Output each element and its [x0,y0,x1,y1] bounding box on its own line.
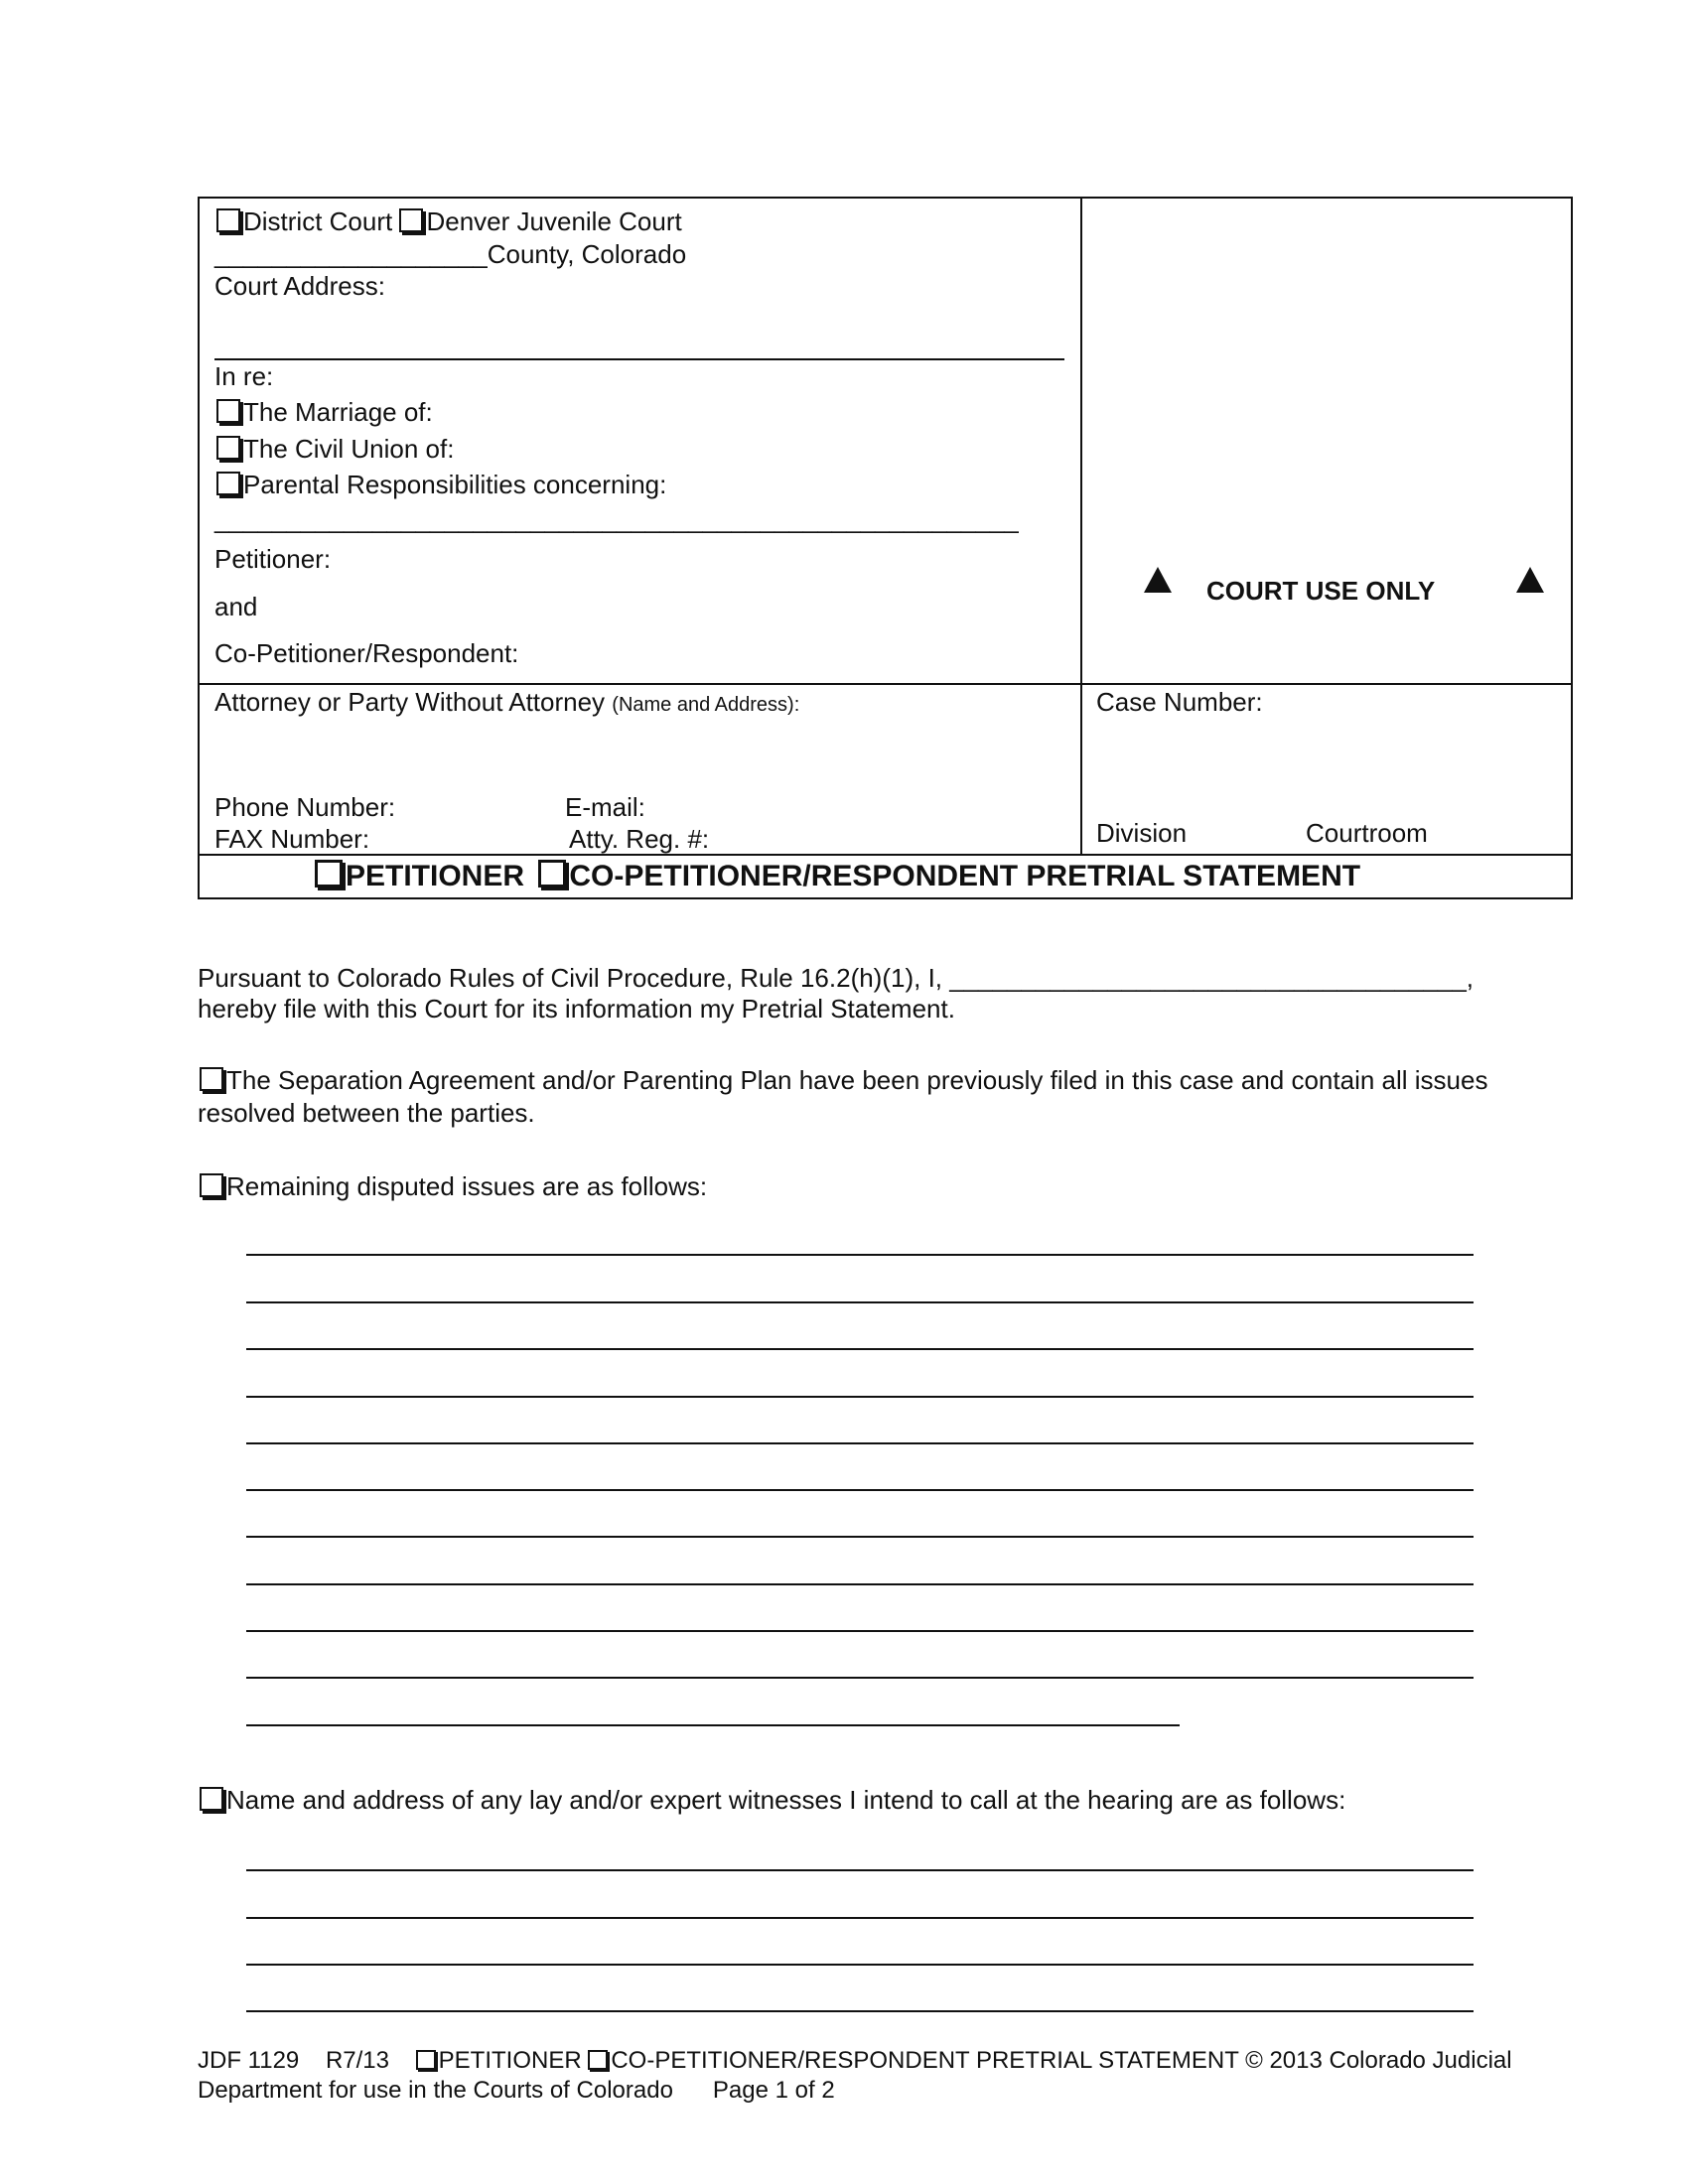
separation-line-2: resolved between the parties. [198,1098,535,1128]
courtroom-label: Courtroom [1306,818,1428,848]
district-court-checkbox[interactable] [216,208,240,232]
disputed-issue-line[interactable] [246,1489,1474,1491]
in-re-label: In re: [214,361,274,391]
marriage-label: The Marriage of: [243,397,433,427]
caption-box [198,197,1573,899]
witness-line[interactable] [246,2010,1474,2012]
court-use-only-label: COURT USE ONLY [1206,576,1436,606]
parental-responsibilities-checkbox[interactable] [216,472,240,495]
intro-line-2: hereby file with this Court for its information my Pretrial Statement. [198,994,955,1024]
intro-line-1: Pursuant to Colorado Rules of Civil Procedure, Rule 16.2(h)(1), I, ____________________________________, [198,963,1475,993]
title-petitioner-label: PETITIONER [346,860,525,892]
separation-agreement-checkbox[interactable] [200,1067,223,1091]
separation-line-1: The Separation Agreement and/or Parenting Plan have been previously filed in this case and contain all issues [226,1065,1488,1095]
court-address-line[interactable] [214,358,1064,360]
disputed-issues-option [200,1171,707,1201]
denver-juvenile-court-label: Denver Juvenile Court [426,206,682,236]
footer-line-2: Department for use in the Courts of Colorado Page 1 of 2 [198,2077,835,2104]
footer-petitioner-label: PETITIONER [438,2047,589,2074]
attorney-label [214,687,799,720]
attorney-label-main: Attorney or Party Without Attorney [214,687,606,717]
disputed-issue-line[interactable] [246,1536,1474,1538]
phone-number-label: Phone Number: [214,792,396,822]
caption-divider [1080,197,1082,854]
witness-line[interactable] [246,1964,1474,1966]
disputed-issue-line[interactable] [246,1254,1474,1256]
email-label: E-mail: [565,792,645,822]
up-arrow-icon-right [1516,567,1544,593]
caption-row-divider [198,683,1571,685]
parental-responsibilities-label: Parental Responsibilities concerning: [243,470,667,499]
document-title [315,860,1360,893]
witness-line[interactable] [246,1869,1474,1871]
parties-line[interactable]: ________________________________________________________ [214,504,1019,534]
title-co-petitioner-checkbox[interactable] [538,860,566,887]
petitioner-label: Petitioner: [214,544,332,574]
marriage-checkbox[interactable] [216,399,240,423]
court-address-label: Court Address: [214,271,385,301]
division-label: Division [1096,818,1188,848]
disputed-issues-label: Remaining disputed issues are as follows: [226,1171,708,1201]
county-line[interactable]: ___________________County, Colorado [214,239,687,269]
civil-union-label: The Civil Union of: [243,434,455,464]
marriage-option [216,397,433,427]
footer-title-label: CO-PETITIONER/RESPONDENT PRETRIAL STATEMENT © 2013 Colorado Judicial [611,2047,1512,2074]
footer-form-id: JDF 1129 R7/13 [198,2047,416,2074]
disputed-issue-line[interactable] [246,1724,1180,1726]
civil-union-checkbox[interactable] [216,436,240,460]
title-petitioner-checkbox[interactable] [315,860,343,887]
disputed-issue-line[interactable] [246,1677,1474,1679]
disputed-issue-line[interactable] [246,1442,1474,1444]
footer-line-1 [198,2047,1512,2075]
disputed-issue-line[interactable] [246,1630,1474,1632]
witnesses-checkbox[interactable] [200,1787,223,1811]
separation-agreement-option [200,1065,1487,1095]
witness-line[interactable] [246,1917,1474,1919]
disputed-issue-line[interactable] [246,1301,1474,1303]
footer-co-petitioner-checkbox [588,2050,608,2070]
fax-number-label: FAX Number: [214,824,370,854]
case-number-label: Case Number: [1096,687,1263,717]
parental-responsibilities-option [216,470,666,499]
attorney-label-sub: (Name and Address): [612,694,800,716]
civil-union-option [216,434,454,464]
footer-petitioner-checkbox [416,2050,436,2070]
disputed-issue-line[interactable] [246,1583,1474,1585]
caption-title-divider [198,854,1571,856]
district-court-label: District Court [243,206,393,236]
court-selection [216,206,682,236]
denver-juvenile-court-checkbox[interactable] [399,208,423,232]
atty-reg-label: Atty. Reg. #: [569,824,710,854]
up-arrow-icon-left [1144,567,1172,593]
disputed-issues-checkbox[interactable] [200,1173,223,1197]
witnesses-option [200,1785,1345,1815]
title-co-petitioner-label: CO-PETITIONER/RESPONDENT PRETRIAL STATEMENT [569,860,1361,892]
co-petitioner-label: Co-Petitioner/Respondent: [214,638,519,668]
and-label: and [214,592,258,621]
disputed-issue-line[interactable] [246,1348,1474,1350]
disputed-issue-line[interactable] [246,1396,1474,1398]
witnesses-label: Name and address of any lay and/or expert witnesses I intend to call at the hearing are as follows: [226,1785,1346,1815]
